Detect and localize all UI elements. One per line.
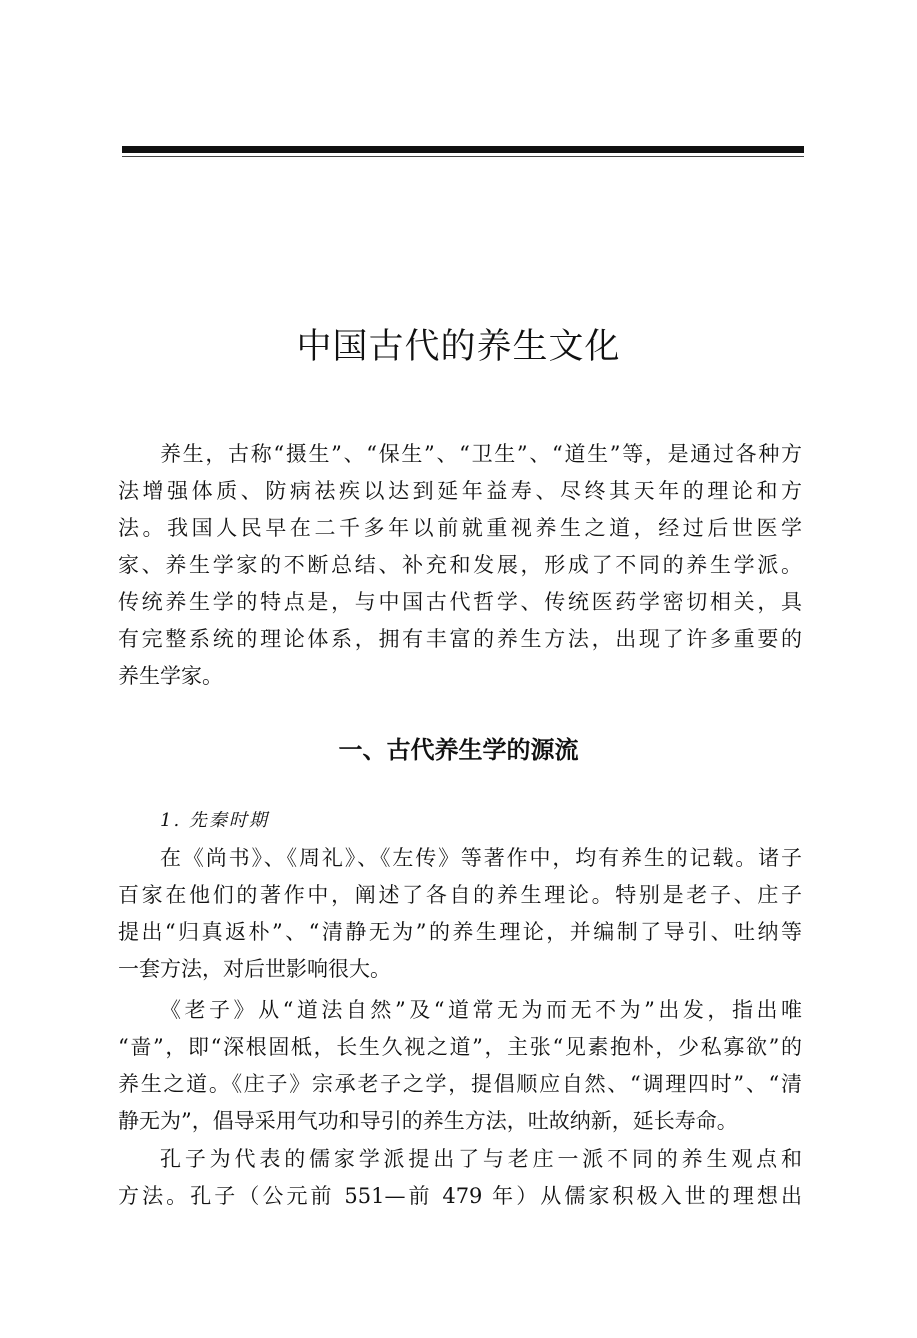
subsection-heading: 1. 先秦时期 bbox=[160, 810, 269, 831]
paragraph-line: 孔子为代表的儒家学派提出了与老庄一派不同的养生观点和 bbox=[160, 1147, 802, 1171]
body-paragraph bbox=[118, 1141, 802, 1215]
paragraph-line: 养生，古称“摄生”、“保生”、“卫生”、“道生”等，是通过各种方 bbox=[160, 442, 802, 466]
paragraph-line: 一套方法，对后世影响很大。 bbox=[118, 957, 391, 981]
paragraph-line: “啬”，即“深根固柢，长生久视之道”，主张“见素抱朴，少私寡欲”的 bbox=[118, 1035, 802, 1059]
body-paragraph bbox=[118, 992, 802, 1140]
paragraph-line: 静无为”，倡导采用气功和导引的养生方法，吐故纳新，延长寿命。 bbox=[118, 1109, 738, 1133]
paragraph-line: 方法。孔子（公元前 551—前 479 年）从儒家积极入世的理想出 bbox=[118, 1184, 802, 1208]
paragraph-line: 养生学家。 bbox=[118, 664, 223, 688]
page-title: 中国古代的养生文化 bbox=[296, 327, 621, 367]
paragraph-line: 百家在他们的著作中，阐述了各自的养生理论。特别是老子、庄子 bbox=[118, 883, 802, 907]
intro-paragraph bbox=[118, 436, 802, 695]
paragraph-line: 法。我国人民早在二千多年以前就重视养生之道，经过后世医学 bbox=[118, 516, 802, 540]
header-rule-thin bbox=[122, 156, 804, 157]
paragraph-line: 法增强体质、防病祛疾以达到延年益寿、尽终其天年的理论和方 bbox=[118, 479, 802, 503]
paragraph-line: 有完整系统的理论体系，拥有丰富的养生方法，出现了许多重要的 bbox=[118, 627, 802, 651]
paragraph-line: 《老子》从“道法自然”及“道常无为而无不为”出发，指出唯 bbox=[160, 998, 802, 1022]
paragraph-line: 家、养生学家的不断总结、补充和发展，形成了不同的养生学派。 bbox=[118, 553, 802, 577]
body-paragraph bbox=[118, 840, 802, 988]
header-rule-thick bbox=[122, 146, 804, 153]
paragraph-line: 养生之道。《庄子》宗承老子之学，提倡顺应自然、“调理四时”、“清 bbox=[118, 1072, 802, 1096]
paragraph-line: 在《尚书》、《周礼》、《左传》等著作中，均有养生的记载。诸子 bbox=[160, 846, 802, 870]
paragraph-line: 提出“归真返朴”、“清静无为”的养生理论，并编制了导引、吐纳等 bbox=[118, 920, 802, 944]
section-heading: 一、古代养生学的源流 bbox=[338, 736, 579, 764]
paragraph-line: 传统养生学的特点是，与中国古代哲学、传统医药学密切相关，具 bbox=[118, 590, 802, 614]
